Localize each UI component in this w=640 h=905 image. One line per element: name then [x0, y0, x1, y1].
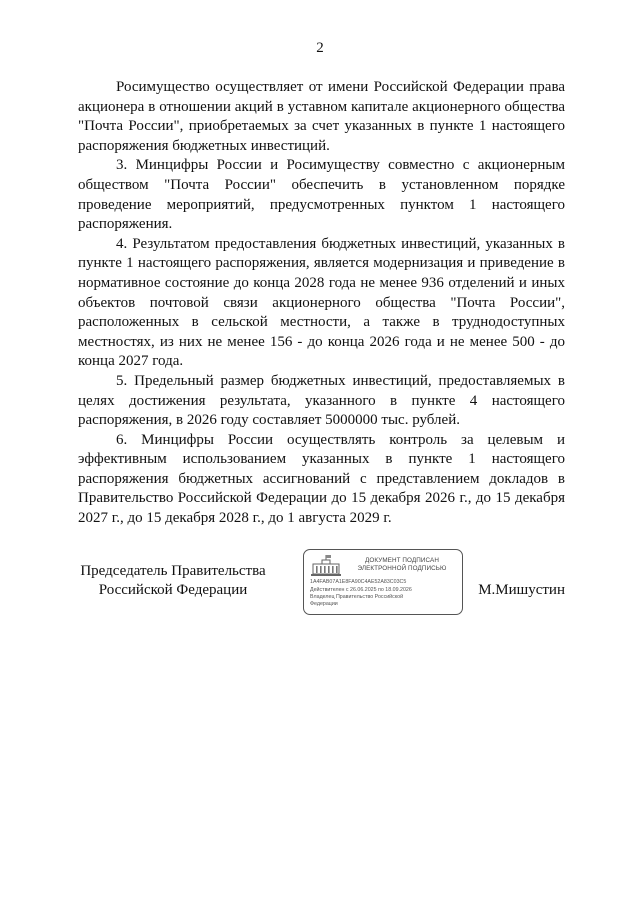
- stamp-validity: Действителен с 26.06.2025 по 18.09.2026: [310, 587, 412, 593]
- signatory-title-line-2: Российской Федерации: [98, 582, 248, 598]
- paragraph-item-5: 5. Предельный размер бюджетных инвестиций, предоставляемых в целях достижения результата, указанного в пункте 4 настоящего распоряжения, в 2026 году составляет 5000000 тыс. рублей.: [78, 372, 565, 429]
- paragraph-item-3: 3. Минцифры России и Росимуществу совместно с акционерным обществом "Почта России" обеспечить в установленном порядке проведение мероприятий, предусмотренных пунктом 1 настоящего распоряжения.: [78, 157, 565, 233]
- stamp-title-line-2: ЭЛЕКТРОННОЙ ПОДПИСЬЮ: [357, 565, 447, 572]
- paragraph-rosimushchestvo: Росимущество осуществляет от имени Российской Федерации права акционера в отношении акций в уставном капитале акционерного общества "Почта России", приобретаемых за счет указанных в пункте 1 настоящего распоряжения бюджетных инвестиций.: [78, 79, 565, 154]
- stamp-owner-line-1: Владелец Правительство Российской: [310, 594, 404, 600]
- signature-block: [78, 549, 565, 619]
- stamp-title: [344, 557, 460, 573]
- page-number: 2: [316, 40, 324, 56]
- paragraph-item-4: 4. Результатом предоставления бюджетных инвестиций, указанных в пункте 1 настоящего распоряжения, является модернизация и приведение в нормативное состояние до конца 2028 года не менее 936 отделений и иных объектов почтовой связи акционерного общества "Почта России", расположенных в сельской местности, а также в труднодоступных местностях, из них не менее 156 - до конца 2026 года и не менее 500 - до конца 2027 года.: [78, 235, 565, 370]
- stamp-certificate: 1A4FAB07A1E8FA90C4AE52A83C03C5: [310, 579, 407, 585]
- document-body: [78, 78, 565, 529]
- electronic-signature-stamp: [303, 549, 463, 615]
- government-building-icon: [310, 555, 342, 577]
- paragraph-item-6: 6. Минцифры России осуществлять контроль за целевым и эффективным использованием указанных в пункте 1 настоящего распоряжения бюджетных ассигнований с представлением докладов в Правительство Российской Федерации до 15 декабря 2026 г., до 15 декабря 2027 г., до 15 декабря 2028 г., до 1 августа 2029 г.: [78, 431, 565, 527]
- stamp-owner-line-2: Федерации: [310, 601, 338, 607]
- signatory-title: [78, 562, 268, 600]
- signatory-name: М.Мишустин: [478, 582, 565, 598]
- stamp-title-line-1: ДОКУМЕНТ ПОДПИСАН: [365, 557, 439, 564]
- signatory-title-line-1: Председатель Правительства: [80, 563, 266, 579]
